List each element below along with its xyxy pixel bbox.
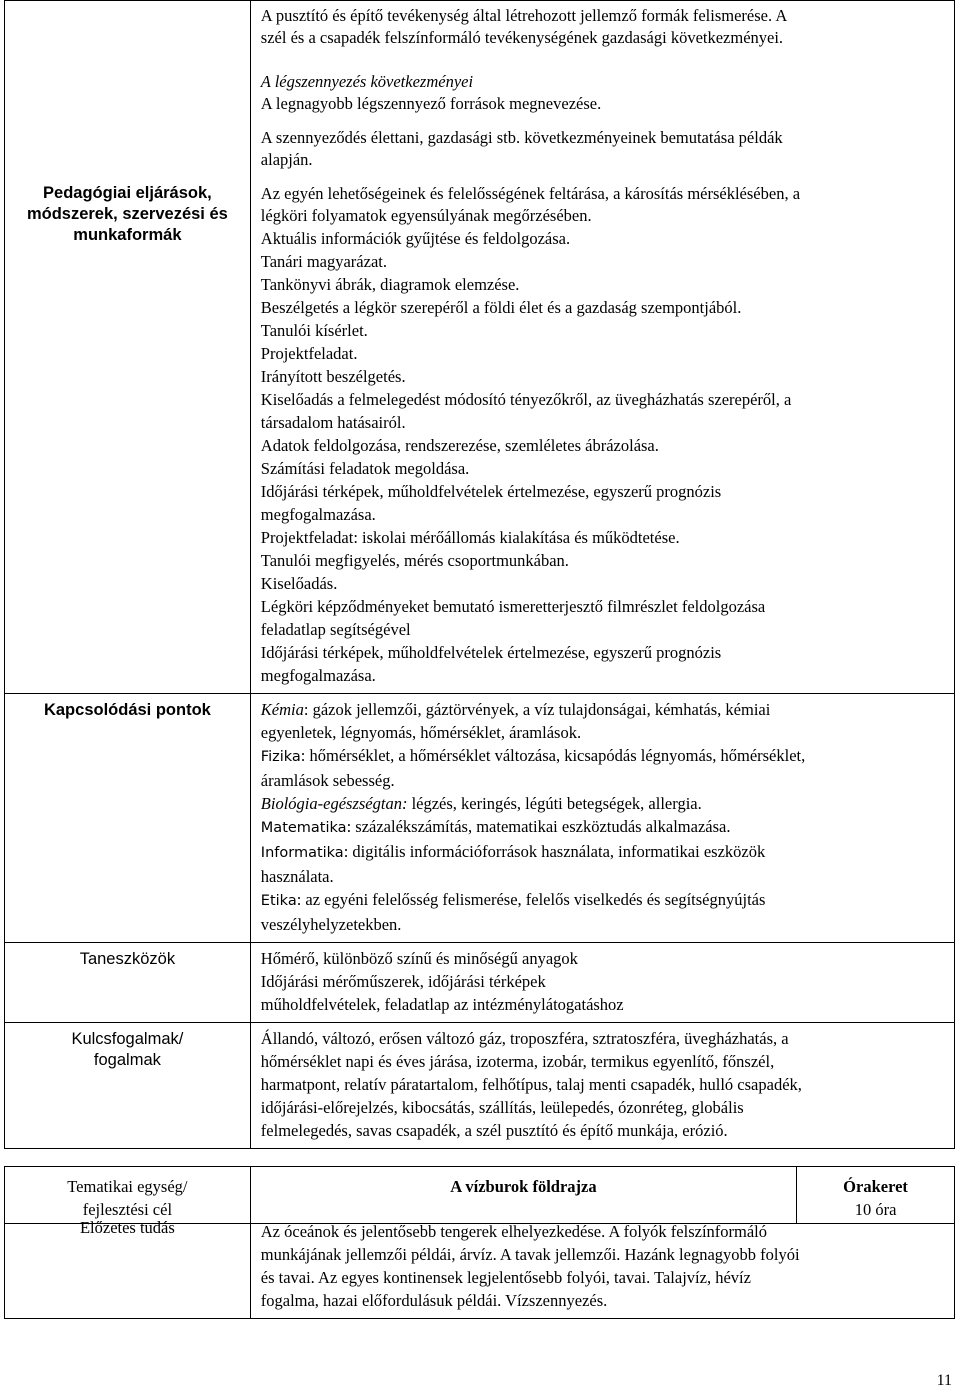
- connection-text: : gázok jellemzői, gáztörvények, a víz tulajdonságai, kémhatás, kémiai: [303, 700, 771, 719]
- content-line: légköri folyamatok egyensúlyának megőrzésében.: [260, 206, 592, 225]
- pedagogy-label: Pedagógiai eljárások, módszerek, szervezési és munkaformák: [26, 184, 228, 244]
- prior-content-cell: [250, 1216, 954, 1319]
- content-line: A legnagyobb légszennyező források megnevezése.: [260, 94, 602, 113]
- connection-text: : digitális információforrások használata, informatikai eszközök: [343, 842, 766, 861]
- tools-line: Időjárási mérőműszerek, időjárási térképek: [260, 972, 546, 991]
- concepts-content-cell: [250, 1023, 954, 1149]
- section-heading: A légszennyezés következményei: [260, 72, 474, 91]
- pedagogy-label-cell: [5, 1, 251, 694]
- connection-line: veszélyhelyzetekben.: [260, 915, 402, 934]
- tools-label-cell: [5, 943, 251, 1023]
- subject-informatika: Informatika: [260, 845, 344, 861]
- connections-label-cell: [5, 694, 251, 943]
- concepts-label-cell: [5, 1023, 251, 1149]
- subject-matematika: Matematika: [260, 820, 347, 836]
- connection-text: : százalékszámítás, matematikai eszköztudás alkalmazása.: [346, 817, 731, 836]
- connection-text: légzés, keringés, légúti betegségek, allergia.: [407, 794, 702, 813]
- concepts-line: felmelegedés, savas csapadék, a szél pusztító és építő munkája, erózió.: [260, 1121, 728, 1140]
- connections-row: [5, 694, 955, 943]
- content-line: A pusztító és építő tevékenység által létrehozott jellemző formák felismerése. A: [260, 6, 788, 25]
- connection-bio: [261, 792, 944, 815]
- tools-content-cell: [250, 943, 954, 1023]
- concepts-line: Állandó, változó, erősen változó gáz, troposzféra, sztratoszféra, üvegházhatás, a: [260, 1029, 789, 1048]
- connection-text: : az egyéni felelősség felismerése, felelős viselkedés és segítségnyújtás: [296, 890, 766, 909]
- pedagogy-line: Kiselőadás a felmelegedést módosító tényezőkről, az üvegházhatás szerepéről, a: [260, 390, 792, 409]
- pedagogy-line: Aktuális információk gyűjtése és feldolgozása.: [260, 229, 571, 248]
- pedagogy-line: megfogalmazása.: [260, 666, 376, 685]
- pedagogy-content-cell: [250, 1, 954, 694]
- pedagogy-line: Légköri képződményeket bemutató ismeretterjesztő filmrészlet feldolgozása: [260, 597, 766, 616]
- pedagogy-line: feladatlap segítségével: [260, 620, 411, 639]
- connection-fizika: [261, 744, 944, 769]
- connection-line: használata.: [260, 867, 334, 886]
- tools-row: [5, 943, 955, 1023]
- subject-fizika: Fizika: [260, 749, 301, 765]
- connections-content-cell: [250, 694, 954, 943]
- pedagogy-line: Időjárási térképek, műholdfelvételek értelmezése, egyszerű prognózis: [260, 643, 722, 662]
- prior-label: Előzetes tudás: [79, 1218, 175, 1237]
- subject-biologia: Biológia-egészségtan:: [260, 794, 408, 813]
- content-line: szél és a csapadék felszínformáló tevékenységének gazdasági következményei.: [260, 28, 784, 47]
- pedagogy-line: Projektfeladat.: [260, 344, 358, 363]
- pedagogy-line: megfogalmazása.: [260, 505, 376, 524]
- prior-line: munkájának jellemzői példái, árvíz. A tavak jellemzői. Hazánk legnagyobb folyói: [260, 1245, 800, 1264]
- tools-label: Taneszközök: [79, 950, 176, 968]
- content-line: alapján.: [260, 150, 313, 169]
- concepts-line: hőmérséklet napi és éves járása, izoterma, izobár, termikus egyenlítő, főnszél,: [260, 1052, 775, 1071]
- pedagogy-line: Tanári magyarázat.: [260, 252, 387, 271]
- tools-line: Hőmérő, különböző színű és minőségű anyagok: [260, 949, 578, 968]
- page-number: 11: [936, 1372, 952, 1389]
- concepts-line: időjárási-előrejelzés, kibocsátás, szállítás, leülepedés, ózonréteg, globális: [260, 1098, 744, 1117]
- connection-line: egyenletek, légnyomás, hőmérséklet, áramlások.: [260, 723, 582, 742]
- hours-cell: [797, 1167, 955, 1224]
- connection-line: áramlások sebesség.: [260, 771, 395, 790]
- connection-matematika: [261, 815, 944, 840]
- connection-kemia: [261, 698, 944, 721]
- tools-line: műholdfelvételek, feladatlap az intézménylátogatáshoz: [260, 995, 624, 1014]
- prior-line: és tavai. Az egyes kontinensek legjelentősebb folyói, tavai. Talajvíz, hévíz: [260, 1268, 751, 1287]
- connection-informatika: [261, 840, 944, 865]
- hours-value: 10 óra: [854, 1200, 897, 1219]
- prior-knowledge-table: [4, 1216, 955, 1319]
- pedagogy-row: [5, 1, 955, 694]
- pedagogy-line: Időjárási térképek, műholdfelvételek értelmezése, egyszerű prognózis: [260, 482, 722, 501]
- pedagogy-line: Beszélgetés a légkör szerepéről a földi élet és a gazdaság szempontjából.: [260, 298, 742, 317]
- concepts-label-line1: Kulcsfogalmak/: [71, 1030, 184, 1048]
- unit-label-line1: Tematikai egység/: [67, 1177, 188, 1196]
- pedagogy-line: Adatok feldolgozása, rendszerezése, szemléletes ábrázolása.: [260, 436, 659, 455]
- pedagogy-line: Számítási feladatok megoldása.: [260, 459, 470, 478]
- content-line: Az egyén lehetőségeinek és felelősségének feltárása, a károsítás mérséklésében, a: [260, 184, 801, 203]
- concepts-label-line2: fogalmak: [93, 1051, 161, 1069]
- hours-label: Órakeret: [843, 1177, 908, 1196]
- pedagogy-line: Tankönyvi ábrák, diagramok elemzése.: [260, 275, 520, 294]
- subject-kemia: Kémia: [260, 700, 304, 719]
- pedagogy-line: Projektfeladat: iskolai mérőállomás kialakítása és működtetése.: [260, 528, 680, 547]
- pedagogy-line: Tanulói megfigyelés, mérés csoportmunkában.: [260, 551, 569, 570]
- connections-label: Kapcsolódási pontok: [43, 701, 211, 719]
- pedagogy-line: Kiselőadás.: [260, 574, 338, 593]
- prior-label-cell: [5, 1216, 251, 1319]
- unit-title-row: [5, 1167, 955, 1224]
- pedagogy-line: Irányított beszélgetés.: [260, 367, 406, 386]
- unit-label-cell: [5, 1167, 251, 1224]
- prior-knowledge-row: [5, 1216, 955, 1319]
- pedagogy-line: társadalom hatásairól.: [260, 413, 406, 432]
- pedagogy-line: Tanulói kísérlet.: [260, 321, 368, 340]
- connection-etika: [261, 888, 944, 913]
- concepts-row: [5, 1023, 955, 1149]
- prior-line: fogalma, hazai előfordulásuk példái. Vízszennyezés.: [260, 1291, 608, 1310]
- unit-title: A vízburok földrajza: [450, 1177, 597, 1196]
- connection-text: : hőmérséklet, a hőmérséklet változása, kicsapódás légnyomás, hőmérséklet,: [300, 746, 806, 765]
- unit-label-line2: fejlesztési cél: [82, 1200, 173, 1219]
- curriculum-table: [4, 0, 955, 1149]
- unit-title-cell: [250, 1167, 796, 1224]
- content-line: A szennyeződés élettani, gazdasági stb. következményeinek bemutatása példák: [260, 128, 783, 147]
- subject-etika: Etika: [260, 893, 297, 909]
- concepts-line: harmatpont, relatív páratartalom, felhőtípus, talaj menti csapadék, hulló csapadék,: [260, 1075, 802, 1094]
- prior-line: Az óceánok és jelentősebb tengerek elhelyezkedése. A folyók felszínformáló: [260, 1222, 768, 1241]
